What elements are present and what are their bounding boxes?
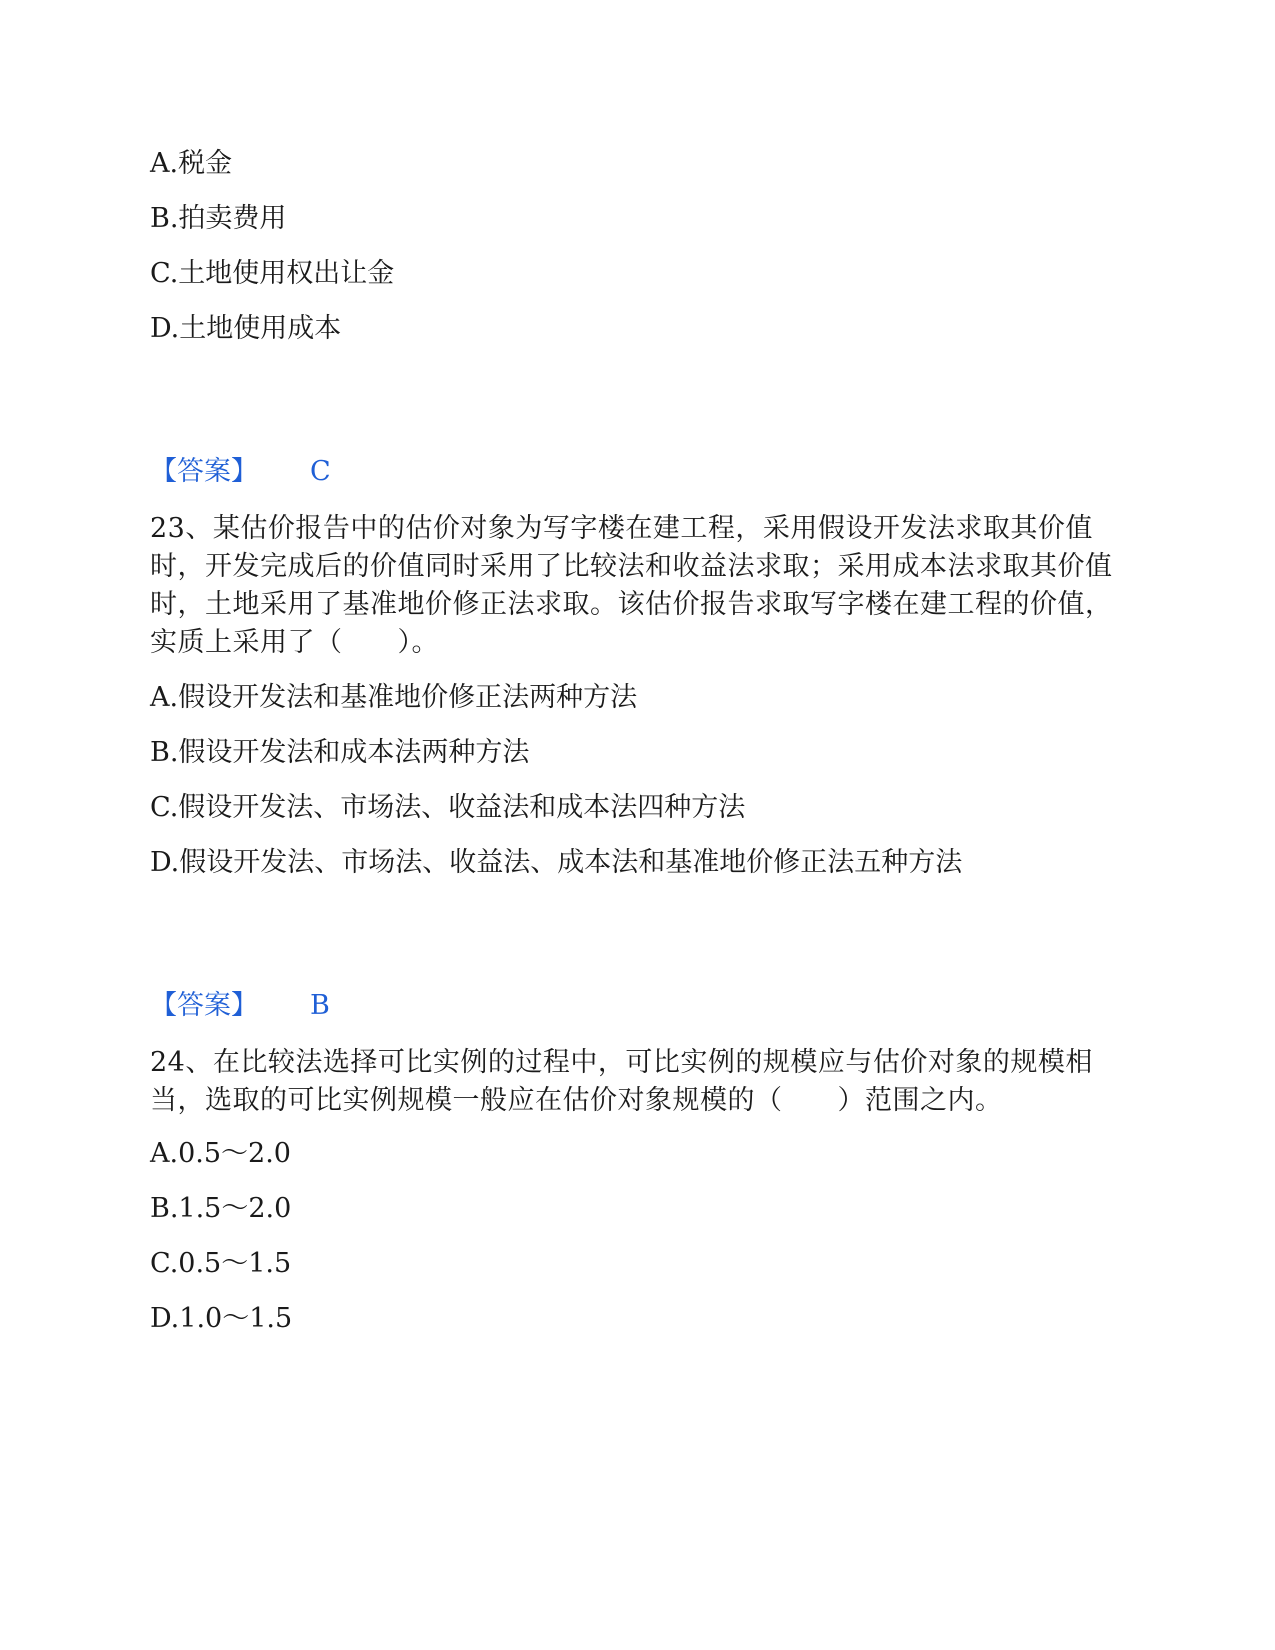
q24-question: 24、在比较法选择可比实例的过程中，可比实例的规模应与估价对象的规模相当，选取的可比实例规模一般应在估价对象规模的（ ）范围之内。 xyxy=(150,1047,1093,1116)
q24-option-a: A.0.5～2.0 xyxy=(150,1138,291,1169)
answer-value: C xyxy=(310,456,331,487)
q24-option-d: D.1.0～1.5 xyxy=(150,1303,293,1334)
q23-option-d: D.假设开发法、市场法、收益法、成本法和基准地价修正法五种方法 xyxy=(150,847,963,878)
q22-option-c: C.土地使用权出让金 xyxy=(150,258,395,289)
q22-option-d: D.土地使用成本 xyxy=(150,313,342,344)
answer-label: 【答案】 xyxy=(150,990,258,1021)
q22-option-a: A.税金 xyxy=(150,148,233,179)
q24-option-c: C.0.5～1.5 xyxy=(150,1248,292,1279)
answer-value: B xyxy=(310,990,330,1021)
q22-answer xyxy=(150,455,331,489)
q23-option-b: B.假设开发法和成本法两种方法 xyxy=(150,737,530,768)
q23-option-c: C.假设开发法、市场法、收益法和成本法四种方法 xyxy=(150,792,746,823)
q23-option-a: A.假设开发法和基准地价修正法两种方法 xyxy=(150,682,638,713)
q22-option-b: B.拍卖费用 xyxy=(150,203,287,234)
q24-option-b: B.1.5～2.0 xyxy=(150,1193,292,1224)
q23-question: 23、某估价报告中的估价对象为写字楼在建工程，采用假设开发法求取其价值时，开发完成后的价值同时采用了比较法和收益法求取；采用成本法求取其价值时，土地采用了基准地价修正法求取。该估价报告求取写字楼在建工程的价值，实质上采用了（ ）。 xyxy=(150,513,1113,658)
q23-answer xyxy=(150,989,330,1023)
answer-label: 【答案】 xyxy=(150,456,258,487)
